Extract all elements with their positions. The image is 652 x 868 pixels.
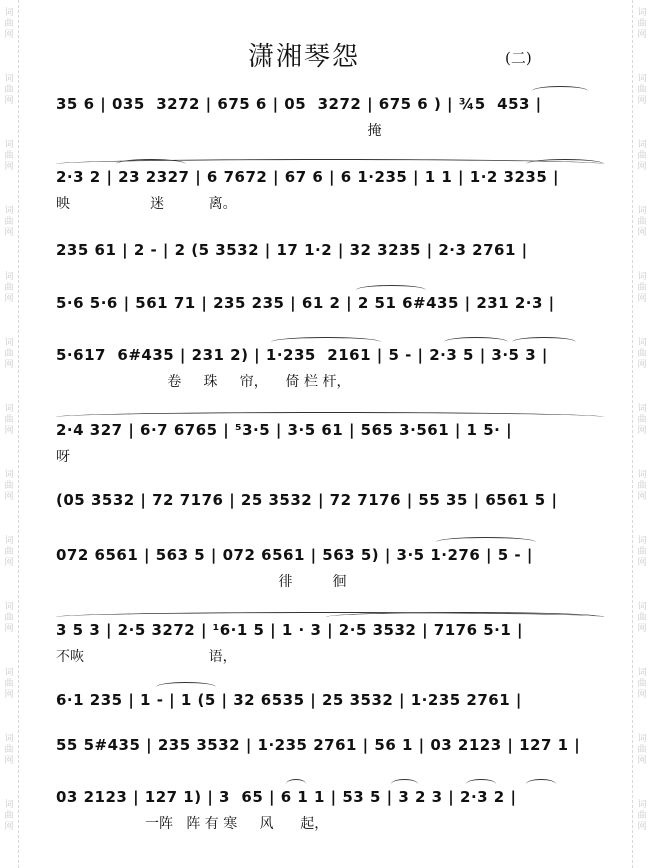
notation-line: 5·617 6#435 | 231 2) | 1·235 2161 | 5 - | 2·3 5 | 3·5 3 | <box>56 346 548 364</box>
watermark-text: 词曲网 <box>4 800 14 832</box>
watermark-right <box>632 0 651 868</box>
watermark-text: 词曲网 <box>4 74 14 106</box>
watermark-text: 词曲网 <box>4 668 14 700</box>
score-row <box>56 690 616 720</box>
slur-arc <box>512 337 576 347</box>
lyric-line: 不咴 语， <box>56 649 237 665</box>
page-title: 潇湘琴怨 <box>248 42 361 72</box>
watermark-text: 词曲网 <box>637 800 647 832</box>
watermark-text: 词曲网 <box>637 536 647 568</box>
watermark-text: 词曲网 <box>637 8 647 40</box>
watermark-text: 词曲网 <box>637 404 647 436</box>
lyric-line: 卷 珠 帘， 倚 栏 杆， <box>56 374 351 390</box>
notation-line: 235 61 | 2 - | 2 (5 3532 | 17 1·2 | 32 3235 | 2·3 2761 | <box>56 241 528 259</box>
watermark-text: 词曲网 <box>637 74 647 106</box>
watermark-text: 词曲网 <box>637 206 647 238</box>
slur-arc <box>466 779 496 789</box>
watermark-text: 词曲网 <box>4 140 14 172</box>
notation-line: 35 6 | 035 3272 | 675 6 | 05 3272 | 675 6 ) | ¾5 453 | <box>56 95 542 113</box>
score-row <box>56 293 616 323</box>
lyric-line: 一阵 阵 有 寒 风 起， <box>56 816 329 832</box>
watermark-text: 词曲网 <box>4 206 14 238</box>
notation-line: 6·1 235 | 1 - | 1 (5 | 32 6535 | 25 3532 | 1·235 2761 | <box>56 691 522 709</box>
score-row <box>56 490 616 520</box>
slur-arc <box>271 337 381 347</box>
notation-line: 55 5#435 | 235 3532 | 1·235 2761 | 56 1 | 03 2123 | 127 1 | <box>56 736 581 754</box>
slur-arc <box>436 537 536 547</box>
watermark-text: 词曲网 <box>637 668 647 700</box>
notation-line: 5·6 5·6 | 561 71 | 235 235 | 61 2 | 2 51 6#435 | 231 2·3 | <box>56 294 555 312</box>
notation-line: 03 2123 | 127 1) | 3 65 | 6 1 1 | 53 5 | 3 2 3 | 2·3 2 | <box>56 788 517 806</box>
slur-arc <box>356 285 426 295</box>
slur-arc <box>532 86 588 96</box>
watermark-text: 词曲网 <box>4 470 14 502</box>
watermark-text: 词曲网 <box>637 470 647 502</box>
slur-arc <box>444 337 508 347</box>
notation-line: 3 5 3 | 2·5 3272 | ¹6·1 5 | 1 · 3 | 2·5 3532 | 7176 5·1 | <box>56 621 524 639</box>
watermark-text: 词曲网 <box>637 140 647 172</box>
score-row <box>56 167 616 212</box>
score-row <box>56 94 616 139</box>
watermark-text: 词曲网 <box>4 602 14 634</box>
notation-line: 2·3 2 | 23 2327 | 6 7672 | 67 6 | 6 1·235 | 1 1 | 1·2 3235 | <box>56 168 559 186</box>
slur-arc <box>326 612 604 622</box>
slur-arc <box>116 159 186 169</box>
watermark-text: 词曲网 <box>4 404 14 436</box>
score-row <box>56 345 616 390</box>
watermark-text: 词曲网 <box>4 272 14 304</box>
watermark-left <box>0 0 19 868</box>
lyric-line: 呀 <box>56 449 70 465</box>
watermark-text: 词曲网 <box>637 338 647 370</box>
slur-arc <box>56 412 604 422</box>
watermark-text: 词曲网 <box>4 536 14 568</box>
watermark-text: 词曲网 <box>637 602 647 634</box>
watermark-text: 词曲网 <box>637 734 647 766</box>
score-row <box>56 620 616 665</box>
score-row <box>56 545 616 590</box>
lyric-line: 掩 <box>56 123 382 139</box>
page-subtitle: (二) <box>505 49 532 67</box>
watermark-text: 词曲网 <box>637 272 647 304</box>
notation-line: (05 3532 | 72 7176 | 25 3532 | 72 7176 | 55 35 | 6561 5 | <box>56 491 558 509</box>
score-row <box>56 787 616 832</box>
lyric-line: 徘 徊 <box>56 574 347 590</box>
slur-arc <box>286 779 306 789</box>
slur-arc <box>526 779 556 789</box>
score-row <box>56 735 616 765</box>
score-row <box>56 240 616 270</box>
watermark-text: 词曲网 <box>4 338 14 370</box>
notation-line: 072 6561 | 563 5 | 072 6561 | 563 5) | 3·5 1·276 | 5 - | <box>56 546 533 564</box>
slur-arc <box>526 159 604 169</box>
lyric-line: 映 迷 离。 <box>56 196 237 212</box>
slur-arc <box>156 682 216 692</box>
notation-line: 2·4 327 | 6·7 6765 | ⁵3·5 | 3·5 61 | 565 3·561 | 1 5· | <box>56 421 513 439</box>
score-row <box>56 420 616 465</box>
slur-arc <box>391 779 418 789</box>
watermark-text: 词曲网 <box>4 734 14 766</box>
watermark-text: 词曲网 <box>4 8 14 40</box>
